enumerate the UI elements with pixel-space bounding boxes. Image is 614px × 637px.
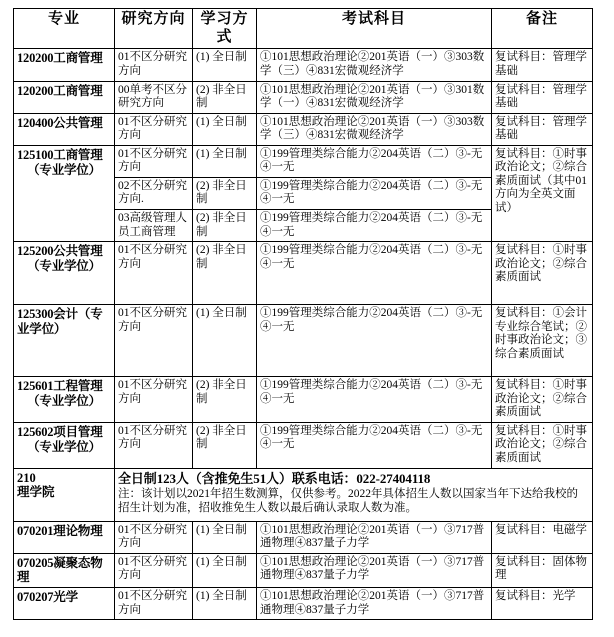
remarks-cell: 复试科目：①时事政治论文；②综合素质面试 — [492, 377, 593, 423]
subjects-cell: ①101思想政治理论②201英语（一）③717普通物理④837量子力学 — [257, 588, 492, 620]
table-row — [14, 81, 593, 113]
direction-cell: 01不区分研究方向 — [115, 113, 193, 145]
subjects-cell: ①199管理类综合能力②204英语（二）③-无④一无 — [257, 377, 492, 423]
table-row — [14, 145, 593, 177]
direction-cell: 01不区分研究方向 — [115, 588, 193, 620]
mode-cell: (2) 非全日制 — [193, 422, 257, 468]
subjects-cell: ①101思想政治理论②201英语（一）③303数学（三）④831宏微观经济学 — [257, 49, 492, 81]
major-line1: 125601工程管理 — [17, 379, 103, 394]
subjects-cell: ①199管理类综合能力②204英语（二）③-无④一无 — [257, 210, 492, 242]
remarks-cell: 复试科目：①时事政治论文；②综合素质面试 — [492, 422, 593, 468]
subjects-cell: ①101思想政治理论②201英语（一）③717普通物理④837量子力学 — [257, 553, 492, 588]
mode-cell: (1) 全日制 — [193, 49, 257, 81]
mode-cell: (1) 全日制 — [193, 521, 257, 553]
subjects-cell: ①101思想政治理论②201英语（一）③717普通物理④837量子力学 — [257, 521, 492, 553]
mode-cell: (1) 全日制 — [193, 305, 257, 377]
mode-cell: (2) 非全日制 — [193, 242, 257, 305]
major-cell — [14, 305, 115, 377]
mode-cell: (1) 全日制 — [193, 113, 257, 145]
subjects-cell: ①101思想政治理论②201英语（一）③303数学（三）④831宏微观经济学 — [257, 113, 492, 145]
major-cell: 120400公共管理 — [14, 113, 115, 145]
major-line2: （专业学位） — [27, 258, 101, 273]
institute-name: 理学院 — [17, 485, 55, 500]
major-line2: （专业学位） — [27, 439, 101, 454]
remarks-cell: 复试科目：管理学基础 — [492, 49, 593, 81]
major-cell: 120200工商管理 — [14, 49, 115, 81]
table-body — [14, 49, 593, 620]
institute-code: 210 — [17, 470, 36, 485]
major-cell — [14, 145, 115, 241]
remarks-cell: 复试科目：管理学基础 — [492, 113, 593, 145]
table-row — [14, 553, 593, 588]
direction-cell: 01不区分研究方向 — [115, 553, 193, 588]
mode-cell: (2) 非全日制 — [193, 177, 257, 209]
major-line2: （专业学位） — [27, 393, 101, 408]
major-cell: 070201理论物理 — [14, 521, 115, 553]
major-line2: 理 — [17, 570, 30, 585]
institute-row — [14, 468, 593, 521]
mode-cell: (2) 非全日制 — [193, 81, 257, 113]
major-cell — [14, 422, 115, 468]
subjects-cell: ①199管理类综合能力②204英语（二）③-无④一无 — [257, 177, 492, 209]
table-row — [14, 242, 593, 305]
direction-cell: 03高级管理人员工商管理 — [115, 210, 193, 242]
mode-cell: (1) 全日制 — [193, 553, 257, 588]
column-header-exam-subjects: 考试科目 — [257, 9, 492, 49]
mode-cell: (1) 全日制 — [193, 145, 257, 177]
direction-cell: 02不区分研究方向. — [115, 177, 193, 209]
column-header-major: 专业 — [14, 9, 115, 49]
institute-plan-cell — [115, 468, 593, 521]
major-cell: 070207光学 — [14, 588, 115, 620]
table-header — [14, 9, 593, 49]
subjects-cell: ①199管理类综合能力②204英语（二）③-无④一无 — [257, 145, 492, 177]
direction-cell: 01不区分研究方向 — [115, 49, 193, 81]
subjects-cell: ①199管理类综合能力②204英语（二）③-无④一无 — [257, 422, 492, 468]
direction-cell: 01不区分研究方向 — [115, 377, 193, 423]
column-header-direction: 研究方向 — [115, 9, 193, 49]
table-row — [14, 305, 593, 377]
mode-cell: (1) 全日制 — [193, 588, 257, 620]
table-row — [14, 113, 593, 145]
institute-plan-note: 注：该计划以2021年招生数测算，仅供参考。2022年具体招生人数以国家当年下达给我校的招生计划为准，招收推免生人数以最后确认录取人数为准。 — [118, 487, 578, 514]
subjects-cell: ①199管理类综合能力②204英语（二）③-无④一无 — [257, 242, 492, 305]
major-line1: 070205凝聚态物 — [17, 555, 103, 570]
major-cell — [14, 242, 115, 305]
table-row — [14, 422, 593, 468]
direction-cell: 01不区分研究方向 — [115, 521, 193, 553]
major-cell — [14, 377, 115, 423]
major-line1: 125200公共管理 — [17, 244, 103, 259]
column-header-study-mode: 学习方式 — [193, 9, 257, 49]
direction-cell: 01不区分研究方向 — [115, 422, 193, 468]
institute-cell — [14, 468, 115, 521]
table-row — [14, 377, 593, 423]
major-line1: 125602项目管理 — [17, 424, 103, 439]
column-header-remarks: 备注 — [492, 9, 593, 49]
mode-cell: (2) 非全日制 — [193, 377, 257, 423]
remarks-cell: 复试科目：电磁学 — [492, 521, 593, 553]
direction-cell: 00单考不区分研究方向 — [115, 81, 193, 113]
major-cell: 120200工商管理 — [14, 81, 115, 113]
subjects-cell: ①101思想政治理论②201英语（一）③301数学（一）④831宏微观经济学 — [257, 81, 492, 113]
direction-cell: 01不区分研究方向 — [115, 305, 193, 377]
major-line2: （专业学位） — [27, 162, 101, 177]
major-cell — [14, 553, 115, 588]
table-row — [14, 588, 593, 620]
remarks-cell: 复试科目：固体物理 — [492, 553, 593, 588]
remarks-cell: 复试科目：①会计专业综合笔试；②时事政治论文；③综合素质面试 — [492, 305, 593, 377]
direction-cell: 01不区分研究方向 — [115, 145, 193, 177]
table-row — [14, 49, 593, 81]
remarks-cell: 复试科目：①时事政治论文；②综合素质面试 — [492, 242, 593, 305]
major-line2: 业学位） — [17, 321, 67, 336]
admissions-table — [13, 8, 593, 620]
remarks-cell: 复试科目：管理学基础 — [492, 81, 593, 113]
mode-cell: (2) 非全日制 — [193, 210, 257, 242]
remarks-cell: 复试科目：光学 — [492, 588, 593, 620]
subjects-cell: ①199管理类综合能力②204英语（二）③-无④一无 — [257, 305, 492, 377]
direction-cell: 01不区分研究方向 — [115, 242, 193, 305]
table-row — [14, 521, 593, 553]
institute-plan-headline: 全日制123人（含推免生51人）联系电话：022-27404118 — [118, 470, 431, 486]
remarks-cell: 复试科目：①时事政治论文；②综合素质面试（其中01方向为全英文面试） — [492, 145, 593, 241]
major-line1: 125100工商管理 — [17, 147, 103, 162]
major-line1: 125300会计（专 — [17, 307, 103, 322]
header-row — [14, 9, 593, 49]
